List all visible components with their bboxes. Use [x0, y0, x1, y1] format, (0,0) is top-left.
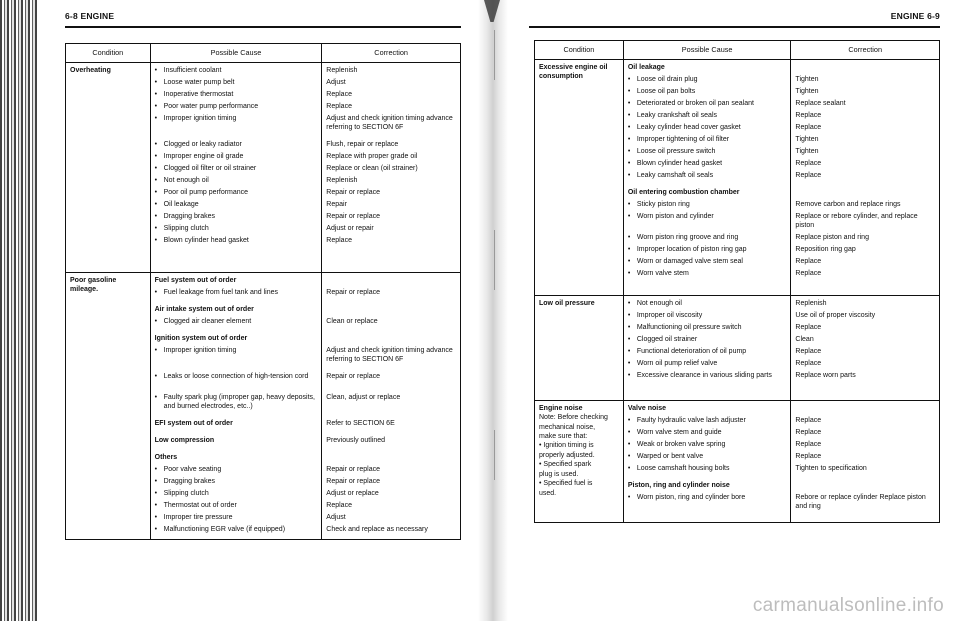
table-bottom-border [66, 539, 461, 540]
condition-note [539, 413, 619, 498]
list-item: Replace [795, 348, 822, 356]
list-item: Use oil of proper viscosity [795, 312, 876, 320]
list-item: Clean or replace [326, 318, 378, 325]
table-row [535, 296, 940, 400]
group-heading: Piston, ring and cylinder noise [627, 481, 730, 489]
note-line: properly adjusted. [539, 451, 595, 459]
condition-cell: Overheating [66, 63, 151, 273]
right-header-rule [529, 26, 940, 28]
list-item: Replace or clean (oil strainer) [326, 165, 418, 172]
list-item: Replace with proper grade oil [326, 153, 418, 160]
note-line: • Specified spark [539, 461, 592, 469]
list-item: • Worn piston ring groove and ring [628, 233, 787, 245]
condition-cell: Poor gasoline mileage. [66, 273, 151, 540]
list-item: • Poor valve seating [155, 465, 318, 477]
list-item: • Worn piston and cylinder [628, 212, 787, 233]
condition-title: Engine noise [539, 404, 583, 412]
list-item: • Leaky crankshaft oil seals [628, 111, 787, 123]
column-header-possible-cause: Possible Cause [150, 44, 322, 63]
list-item: • Leaky camshaft oil seals [628, 171, 787, 183]
list-item: Flush, repair or replace [326, 141, 399, 148]
list-item: Replace [326, 237, 352, 244]
list-item: Replace or rebore cylinder, and replace piston [795, 213, 918, 230]
list-item: Adjust or repair [326, 225, 374, 232]
list-item [795, 63, 935, 75]
right-page-header: ENGINE 6-9 [890, 11, 940, 21]
list-item: • Insufficient coolant [155, 66, 318, 78]
list-item [326, 334, 456, 346]
list-item: • Not enough oil [155, 176, 318, 188]
causes-cell [623, 60, 791, 296]
list-item: • Weak or broken valve spring [628, 440, 787, 452]
list-item [795, 404, 935, 416]
note-line: make sure that: [539, 432, 588, 440]
list-item: • Loose camshaft housing bolts [628, 464, 787, 476]
list-item: Repair or replace [326, 478, 380, 485]
column-header-condition: Condition [535, 41, 624, 60]
list-item: • Improper ignition timing [155, 346, 318, 367]
list-item [795, 481, 935, 493]
list-item [795, 188, 935, 200]
group-heading: EFI system out of order [154, 420, 233, 427]
list-item: Repair or replace [326, 189, 380, 196]
list-item: Clean, adjust or replace [326, 394, 401, 401]
list-item [326, 276, 456, 288]
list-item: Repair [326, 201, 347, 208]
list-item: • Thermostat out of order [155, 501, 318, 513]
corrections-cell [791, 296, 940, 400]
list-item: Adjust and check ignition timing advance referring to SECTION 6F [326, 347, 453, 364]
left-header-rule [65, 26, 461, 28]
list-item: • Improper engine oil grade [155, 152, 318, 164]
list-item: Adjust [326, 79, 346, 86]
list-item: Previously outlined [326, 437, 386, 444]
list-item: • Blown cylinder head gasket [628, 159, 787, 171]
list-item: Replace [795, 452, 822, 460]
watermark: carmanualsonline.info [752, 595, 944, 616]
gutter-line [494, 430, 495, 480]
list-item: Tighten [795, 148, 819, 155]
group-heading: Valve noise [627, 404, 666, 412]
list-item: • Faulty hydraulic valve lash adjuster [628, 416, 787, 428]
list-item: Repair or replace [326, 466, 380, 473]
list-item: Rebore or replace cylinder Replace piston and ring [795, 493, 926, 511]
list-item: • Loose water pump belt [155, 78, 318, 90]
list-item: • Slipping clutch [155, 224, 318, 236]
list-item: • Clogged air cleaner element [155, 317, 318, 329]
causes-cell [150, 273, 322, 540]
list-item: • Worn piston, ring and cylinder bore [628, 493, 787, 514]
list-item: • Worn oil pump relief valve [628, 359, 787, 371]
column-header-correction: Correction [791, 41, 940, 60]
column-header-condition: Condition [66, 44, 151, 63]
list-item: Repair or replace [326, 289, 380, 296]
group-heading: Air intake system out of order [154, 306, 254, 313]
list-item: • Excessive clearance in various sliding parts [628, 371, 787, 392]
list-item: • Not enough oil [628, 299, 787, 311]
list-item: Tighten [795, 88, 819, 95]
list-item: Replace [795, 440, 822, 448]
list-item: • Poor water pump performance [155, 102, 318, 114]
list-item: • Sticky piston ring [628, 200, 787, 212]
list-item: Replace [795, 112, 822, 119]
note-line: • Specified fuel is [539, 480, 593, 488]
list-item: Replace piston and ring [795, 234, 869, 241]
list-item: Replace [795, 270, 822, 277]
list-item: Tighten to specification [795, 464, 867, 472]
list-item: • Oil leakage [155, 200, 318, 212]
condition-cell: Excessive engine oil consumption [535, 60, 624, 296]
list-item: • Improper tightening of oil filter [628, 135, 787, 147]
list-item: Replace [795, 160, 822, 167]
list-item: Replace [795, 416, 822, 424]
list-item: Replace [795, 360, 822, 368]
list-item: Replenish [326, 177, 358, 184]
list-item: Replace worn parts [795, 372, 856, 380]
note-line: plug is used. [539, 470, 579, 478]
list-item: • Poor oil pump performance [155, 188, 318, 200]
list-item: • Blown cylinder head gasket [155, 236, 318, 248]
list-item: • Inoperative thermostat [155, 90, 318, 102]
table-row [66, 273, 461, 540]
list-item: • Improper oil viscosity [628, 311, 787, 323]
list-item: • Worn valve stem [628, 269, 787, 281]
group-heading: Ignition system out of order [154, 335, 248, 342]
list-item: • Improper location of piston ring gap [628, 245, 787, 257]
list-item: • Improper tire pressure [155, 513, 318, 525]
list-item: • Worn valve stem and guide [628, 428, 787, 440]
note-line: used. [539, 489, 557, 497]
group-heading: Low compression [154, 437, 215, 444]
list-item: Replace [795, 124, 822, 131]
list-item [326, 305, 456, 317]
gutter-line [494, 30, 495, 80]
list-item: • Fuel leakage from fuel tank and lines [155, 288, 318, 300]
left-page-header: 6-8 ENGINE [65, 11, 115, 21]
list-item: Remove carbon and replace rings [795, 201, 901, 208]
list-item: • Leaky cylinder head cover gasket [628, 123, 787, 135]
note-line: mechanical noise, [539, 423, 596, 431]
list-item: Replace [326, 91, 352, 98]
corrections-cell [322, 273, 461, 540]
note-line: • Ignition timing is [539, 442, 594, 450]
list-item: Replace [795, 172, 822, 179]
list-item: • Deteriorated or broken oil pan sealant [628, 99, 787, 111]
list-item: Replace [326, 502, 352, 509]
list-item: Tighten [795, 136, 819, 143]
list-item: • Malfunctioning EGR valve (if equipped) [155, 525, 318, 537]
list-item: • Warped or bent valve [628, 452, 787, 464]
list-item: • Functional deterioration of oil pump [628, 347, 787, 359]
list-item: • Dragging brakes [155, 477, 318, 489]
corrections-cell [791, 60, 940, 296]
list-item: • Clogged or leaky radiator [155, 140, 318, 152]
corrections-cell [322, 63, 461, 273]
group-heading: Oil entering combustion chamber [627, 189, 740, 196]
causes-cell [150, 63, 322, 273]
list-item: Check and replace as necessary [326, 526, 428, 533]
list-item: • Clogged oil filter or oil strainer [155, 164, 318, 176]
list-item: Replace [795, 428, 822, 436]
condition-cell [535, 400, 624, 522]
right-troubleshooting-table [534, 40, 940, 523]
list-item: • Worn or damaged valve stem seal [628, 257, 787, 269]
note-line: Note: Before checking [539, 414, 608, 422]
list-item: Replenish [795, 300, 827, 308]
group-heading: Others [154, 454, 178, 461]
table-row [535, 60, 940, 296]
list-item: Adjust and check ignition timing advance referring to SECTION 6F [326, 115, 453, 132]
table-header-row [535, 41, 940, 60]
list-item: Reposition ring gap [795, 246, 856, 253]
list-item: Adjust [326, 514, 346, 521]
group-heading: Oil leakage [627, 64, 665, 71]
list-item: • Clogged oil strainer [628, 335, 787, 347]
list-item: Clean [795, 336, 814, 344]
list-item: Repair or replace [326, 373, 380, 380]
causes-cell [623, 400, 791, 522]
list-item: Repair or replace [326, 213, 380, 220]
list-item: • Loose oil pan bolts [628, 87, 787, 99]
corrections-cell [791, 400, 940, 522]
list-item: Replace [795, 324, 822, 332]
table-header-row [66, 44, 461, 63]
condition-cell: Low oil pressure [535, 296, 624, 400]
causes-cell [623, 296, 791, 400]
table-row [66, 63, 461, 273]
list-item: • Loose oil drain plug [628, 75, 787, 87]
list-item: Replace [326, 103, 352, 110]
page-binding-edge [0, 0, 38, 621]
group-heading: Fuel system out of order [154, 277, 237, 284]
column-header-correction: Correction [322, 44, 461, 63]
list-item [326, 453, 456, 465]
page-gutter [478, 0, 508, 621]
list-item: • Dragging brakes [155, 212, 318, 224]
list-item: Adjust or replace [326, 490, 379, 497]
list-item: • Faulty spark plug (improper gap, heavy deposits, and burned electrodes, etc..) [155, 393, 318, 414]
list-item: Replace [795, 258, 822, 265]
gutter-line [494, 230, 495, 290]
list-item: • Loose oil pressure switch [628, 147, 787, 159]
left-troubleshooting-table [65, 43, 461, 540]
list-item: Replenish [326, 67, 358, 74]
list-item: • Leaks or loose connection of high-tension cord [155, 372, 318, 393]
list-item: • Slipping clutch [155, 489, 318, 501]
list-item: • Malfunctioning oil pressure switch [628, 323, 787, 335]
list-item: Tighten [795, 76, 819, 83]
table-row [535, 400, 940, 522]
column-header-possible-cause: Possible Cause [623, 41, 791, 60]
list-item: Replace sealant [795, 100, 846, 107]
list-item: Refer to SECTION 6E [326, 420, 395, 427]
list-item: • Improper ignition timing [155, 114, 318, 135]
